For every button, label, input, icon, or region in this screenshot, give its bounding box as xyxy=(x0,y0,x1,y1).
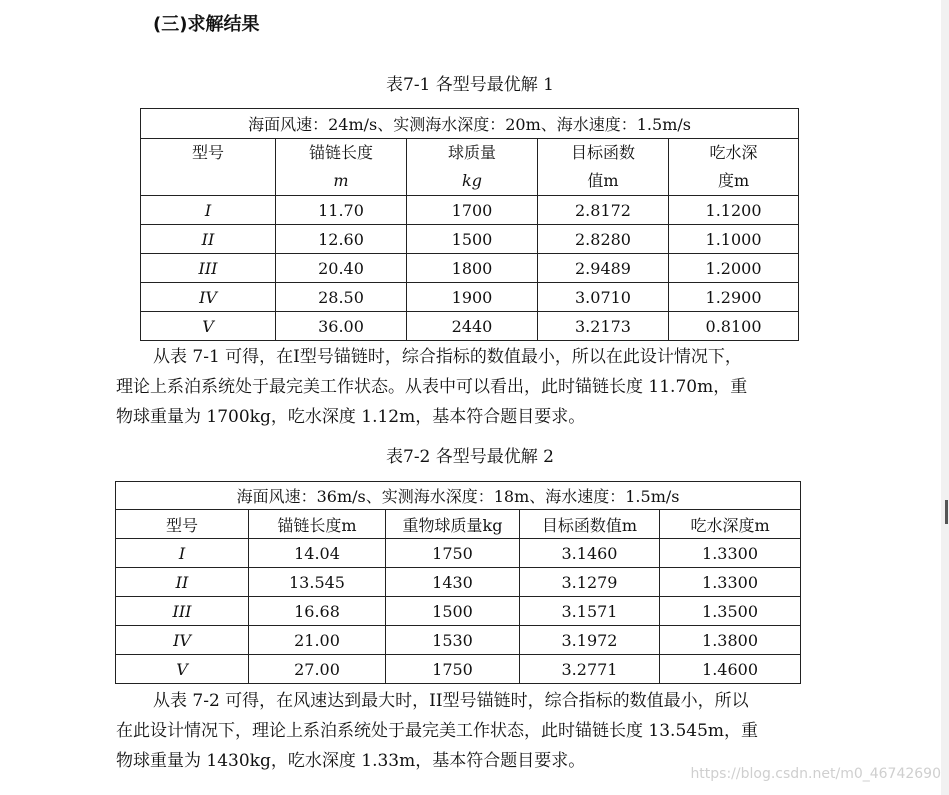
table2-header-cell: 重物球质量kg xyxy=(386,510,520,539)
table2-header-cell: 吃水深度m xyxy=(660,510,801,539)
table1-header-cell: 锚链长度 m xyxy=(276,139,407,196)
paragraph-2-line-1: 从表 7-2 可得，在风速达到最大时，II型号锚链时，综合指标的数值最小，所以 xyxy=(153,691,749,711)
table-row: I 11.70 1700 2.8172 1.1200 xyxy=(141,196,799,225)
table2-caption: 表7-2 各型号最优解 2 xyxy=(386,447,554,467)
table1-condition: 海面风速：24m/s、实测海水深度：20m、海水速度：1.5m/s xyxy=(141,109,799,139)
paragraph-1-line-3: 物球重量为 1700kg，吃水深度 1.12m，基本符合题目要求。 xyxy=(116,407,586,427)
table2-condition: 海面风速：36m/s、实测海水深度：18m、海水速度：1.5m/s xyxy=(116,482,801,510)
section-heading: (三)求解结果 xyxy=(153,14,260,35)
watermark-url: https://blog.csdn.net/m0_46742690 xyxy=(690,766,941,782)
paragraph-1-line-2: 理论上系泊系统处于最完美工作状态。从表中可以看出，此时锚链长度 11.70m，重 xyxy=(116,377,748,397)
table1 xyxy=(140,108,799,341)
table1-header-cell: 型号 xyxy=(141,139,276,196)
table-row: II 12.60 1500 2.8280 1.1000 xyxy=(141,225,799,254)
table2-header-cell: 锚链长度m xyxy=(249,510,386,539)
table2-condition-row xyxy=(116,482,801,510)
table2-header-cell: 目标函数值m xyxy=(520,510,660,539)
table2 xyxy=(115,481,801,684)
paragraph-1-line-1: 从表 7-1 可得，在I型号锚链时，综合指标的数值最小，所以在此设计情况下， xyxy=(153,347,742,367)
table-row: III 20.40 1800 2.9489 1.2000 xyxy=(141,254,799,283)
paragraph-2-line-2: 在此设计情况下，理论上系泊系统处于最完美工作状态，此时锚链长度 13.545m，重 xyxy=(116,721,759,741)
paragraph-2-line-3: 物球重量为 1430kg，吃水深度 1.33m，基本符合题目要求。 xyxy=(116,751,586,771)
table1-header-row xyxy=(141,139,799,196)
scrollbar[interactable] xyxy=(941,0,949,795)
scrollbar-thumb[interactable] xyxy=(945,500,948,524)
table1-header-cell: 吃水深 度m xyxy=(669,139,799,196)
table1-condition-row xyxy=(141,109,799,139)
table-row: III 16.68 1500 3.1571 1.3500 xyxy=(116,597,801,626)
table1-header-cell: 球质量 kg xyxy=(407,139,538,196)
table-row: IV 28.50 1900 3.0710 1.2900 xyxy=(141,283,799,312)
table2-header-row xyxy=(116,510,801,539)
table-row: II 13.545 1430 3.1279 1.3300 xyxy=(116,568,801,597)
table-row: IV 21.00 1530 3.1972 1.3800 xyxy=(116,626,801,655)
table-row: V 36.00 2440 3.2173 0.8100 xyxy=(141,312,799,341)
table-row: I 14.04 1750 3.1460 1.3300 xyxy=(116,539,801,568)
table-row: V 27.00 1750 3.2771 1.4600 xyxy=(116,655,801,684)
table1-header-cell: 目标函数 值m xyxy=(538,139,669,196)
table2-header-cell: 型号 xyxy=(116,510,249,539)
table1-caption: 表7-1 各型号最优解 1 xyxy=(386,75,554,95)
